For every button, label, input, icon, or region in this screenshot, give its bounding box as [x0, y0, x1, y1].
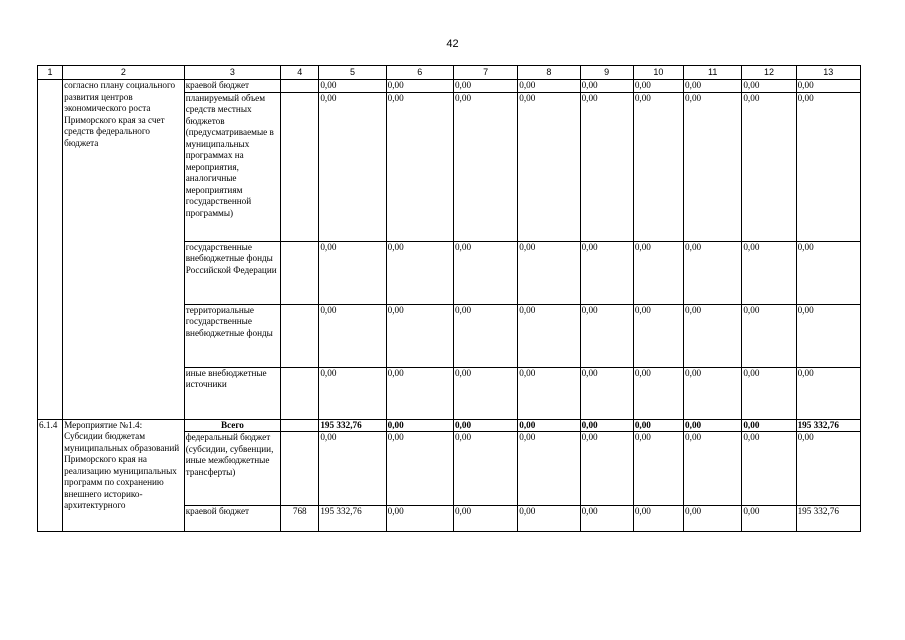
activity-description: согласно плану социального развития центров экономического роста Приморского края за счет средств федерального бюджета — [63, 80, 185, 420]
column-header: 2 — [63, 66, 185, 80]
value-cell: 0,00 — [684, 367, 742, 419]
value-cell: 0,00 — [319, 92, 386, 241]
funding-source: территориальные государственные внебюджетные фонды — [184, 304, 280, 367]
value-cell: 0,00 — [386, 432, 453, 506]
value-cell: 0,00 — [386, 92, 453, 241]
table-row — [38, 80, 861, 93]
value-cell: 0,00 — [796, 80, 860, 93]
value-cell: 0,00 — [518, 92, 580, 241]
value-cell: 0,00 — [633, 80, 683, 93]
value-cell: 0,00 — [633, 92, 683, 241]
value-cell: 0,00 — [742, 80, 796, 93]
code-cell — [281, 419, 319, 432]
value-cell: 0,00 — [453, 432, 517, 506]
value-cell: 0,00 — [319, 367, 386, 419]
value-cell: 0,00 — [453, 80, 517, 93]
funding-source: федеральный бюджет (субсидии, субвенции, иные межбюджетные трансферты) — [184, 432, 280, 506]
funding-source: планируемый объем средств местных бюджетов (предусматриваемые в муниципальных программах на мероприятия, аналогичные мероприятиям государственной программы) — [184, 92, 280, 241]
value-cell: 0,00 — [684, 304, 742, 367]
value-cell: 0,00 — [453, 419, 517, 432]
value-cell: 0,00 — [742, 92, 796, 241]
value-cell: 0,00 — [796, 432, 860, 506]
code-cell — [281, 432, 319, 506]
funding-source: краевой бюджет — [184, 80, 280, 93]
value-cell: 195 332,76 — [796, 506, 860, 532]
column-header: 13 — [796, 66, 860, 80]
activity-description: Мероприятие №1.4: Субсидии бюджетам муниципальных образований Приморского края на реализацию муниципальных программ по сохранению внешнего историко-архитектурного — [63, 419, 185, 532]
value-cell: 0,00 — [796, 304, 860, 367]
value-cell: 0,00 — [386, 304, 453, 367]
code-cell: 768 — [281, 506, 319, 532]
value-cell: 0,00 — [684, 432, 742, 506]
value-cell: 0,00 — [580, 92, 633, 241]
value-cell: 0,00 — [319, 241, 386, 304]
value-cell: 0,00 — [580, 241, 633, 304]
funding-source: иные внебюджетные источники — [184, 367, 280, 419]
column-header: 9 — [580, 66, 633, 80]
row-number-cell — [38, 80, 63, 420]
value-cell: 0,00 — [518, 241, 580, 304]
budget-table — [37, 65, 861, 532]
value-cell: 0,00 — [518, 80, 580, 93]
value-cell: 0,00 — [518, 419, 580, 432]
page-number: 42 — [446, 38, 459, 50]
value-cell: 0,00 — [518, 367, 580, 419]
value-cell: 0,00 — [684, 80, 742, 93]
funding-source: краевой бюджет — [184, 506, 280, 532]
column-header: 5 — [319, 66, 386, 80]
value-cell: 0,00 — [386, 367, 453, 419]
column-header-row — [38, 66, 861, 80]
value-cell: 0,00 — [518, 304, 580, 367]
value-cell: 0,00 — [453, 92, 517, 241]
column-header: 12 — [742, 66, 796, 80]
value-cell: 0,00 — [319, 80, 386, 93]
value-cell: 195 332,76 — [319, 506, 386, 532]
value-cell: 0,00 — [518, 506, 580, 532]
value-cell: 0,00 — [386, 506, 453, 532]
value-cell: 0,00 — [633, 304, 683, 367]
value-cell: 195 332,76 — [319, 419, 386, 432]
value-cell: 0,00 — [633, 241, 683, 304]
value-cell: 0,00 — [580, 304, 633, 367]
value-cell: 0,00 — [684, 92, 742, 241]
value-cell: 0,00 — [386, 241, 453, 304]
value-cell: 0,00 — [796, 367, 860, 419]
funding-source: государственные внебюджетные фонды Российской Федерации — [184, 241, 280, 304]
value-cell: 0,00 — [742, 367, 796, 419]
value-cell: 0,00 — [386, 80, 453, 93]
value-cell: 0,00 — [742, 432, 796, 506]
column-header: 10 — [633, 66, 683, 80]
value-cell: 0,00 — [580, 506, 633, 532]
table-row — [38, 419, 861, 432]
value-cell: 0,00 — [684, 241, 742, 304]
value-cell: 0,00 — [580, 80, 633, 93]
value-cell: 0,00 — [633, 367, 683, 419]
value-cell: 0,00 — [386, 419, 453, 432]
code-cell — [281, 367, 319, 419]
value-cell: 0,00 — [453, 506, 517, 532]
value-cell: 0,00 — [453, 241, 517, 304]
column-header: 6 — [386, 66, 453, 80]
value-cell: 0,00 — [319, 432, 386, 506]
value-cell: 0,00 — [633, 506, 683, 532]
column-header: 1 — [38, 66, 63, 80]
column-header: 8 — [518, 66, 580, 80]
column-header: 3 — [184, 66, 280, 80]
column-header: 7 — [453, 66, 517, 80]
value-cell: 195 332,76 — [796, 419, 860, 432]
value-cell: 0,00 — [580, 432, 633, 506]
value-cell: 0,00 — [633, 432, 683, 506]
code-cell — [281, 241, 319, 304]
funding-source: Всего — [184, 419, 280, 432]
row-number-cell: 6.1.4 — [38, 419, 63, 532]
value-cell: 0,00 — [742, 506, 796, 532]
column-header: 11 — [684, 66, 742, 80]
value-cell: 0,00 — [453, 367, 517, 419]
code-cell — [281, 80, 319, 93]
value-cell: 0,00 — [319, 304, 386, 367]
value-cell: 0,00 — [684, 419, 742, 432]
value-cell: 0,00 — [796, 241, 860, 304]
value-cell: 0,00 — [796, 92, 860, 241]
value-cell: 0,00 — [742, 241, 796, 304]
value-cell: 0,00 — [684, 506, 742, 532]
code-cell — [281, 304, 319, 367]
value-cell: 0,00 — [580, 367, 633, 419]
code-cell — [281, 92, 319, 241]
value-cell: 0,00 — [580, 419, 633, 432]
value-cell: 0,00 — [518, 432, 580, 506]
value-cell: 0,00 — [742, 419, 796, 432]
column-header: 4 — [281, 66, 319, 80]
value-cell: 0,00 — [633, 419, 683, 432]
value-cell: 0,00 — [453, 304, 517, 367]
value-cell: 0,00 — [742, 304, 796, 367]
